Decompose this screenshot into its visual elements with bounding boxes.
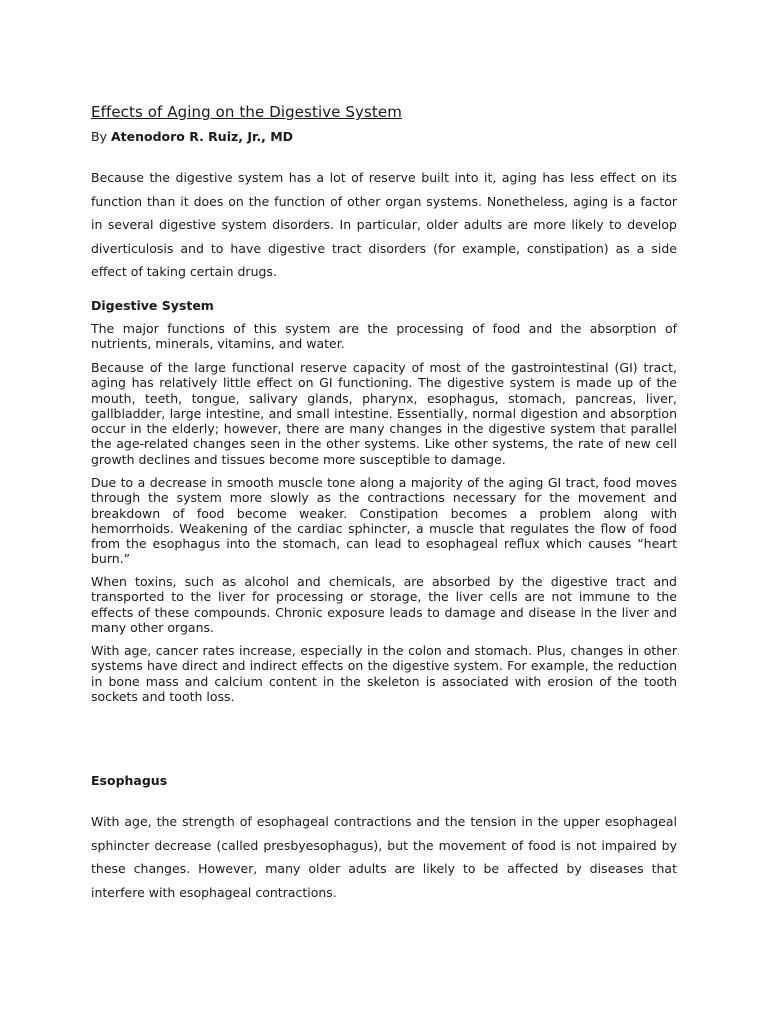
paragraph-digestive-functions: The major functions of this system are the processing of food and the absorption of nutrients, minerals, vitamins, and water. — [91, 321, 677, 352]
paragraph-functional-reserve: Because of the large functional reserve capacity of most of the gastrointestinal (GI) tract, aging has relatively little effect on GI functioning. The digestive system is made up of the mouth, teeth, tongue, salivary glands, pharynx, esophagus, stomach, pancreas, liver, gallbladder, large intestine, and small intestine. Essentially, normal digestion and absorption occur in the elderly; however, there are many changes in the digestive system that parallel the age-related changes seen in the other systems. Like other systems, the rate of new cell growth declines and tissues become more susceptible to damage. — [91, 360, 677, 467]
paragraph-cancer-rates: With age, cancer rates increase, especially in the colon and stomach. Plus, changes in other systems have direct and indirect effects on the digestive system. For example, the reduction in bone mass and calcium content in the skeleton is associated with erosion of the tooth sockets and tooth loss. — [91, 643, 677, 704]
section-heading-esophagus: Esophagus — [91, 773, 168, 788]
paragraph-smooth-muscle: Due to a decrease in smooth muscle tone along a majority of the aging GI tract, food moves through the system more slowly as the contractions necessary for the movement and breakdown of food become weaker. Constipation becomes a problem along with hemorrhoids. Weakening of the cardiac sphincter, a muscle that regulates the flow of food from the esophagus into the stomach, can lead to esophageal reflux which causes “heart burn.” — [91, 475, 677, 567]
author-name: Atenodoro R. Ruiz, Jr., MD — [110, 129, 294, 144]
paragraph-esophageal-contractions: With age, the strength of esophageal contractions and the tension in the upper esophageal sphincter decrease (called presbyesophagus), but the movement of food is not impaired by these changes. However, many older adults are likely to be affected by diseases that interfere with esophageal contractions. — [91, 814, 677, 900]
byline — [91, 129, 293, 144]
document-title: Effects of Aging on the Digestive System — [91, 103, 402, 121]
byline-prefix: By — [91, 129, 111, 144]
paragraph-toxins: When toxins, such as alcohol and chemicals, are absorbed by the digestive tract and transported to the liver for processing or storage, the liver cells are not immune to the effects of these compounds. Chronic exposure leads to damage and disease in the liver and many other organs. — [91, 574, 677, 635]
section-heading-digestive-system: Digestive System — [91, 298, 214, 313]
intro-paragraph: Because the digestive system has a lot of reserve built into it, aging has less effect on its function than it does on the function of other organ systems. Nonetheless, aging is a factor in several digestive system disorders. In particular, older adults are more likely to develop diverticulosis and to have digestive tract disorders (for example, constipation) as a side effect of taking certain drugs. — [91, 170, 677, 279]
